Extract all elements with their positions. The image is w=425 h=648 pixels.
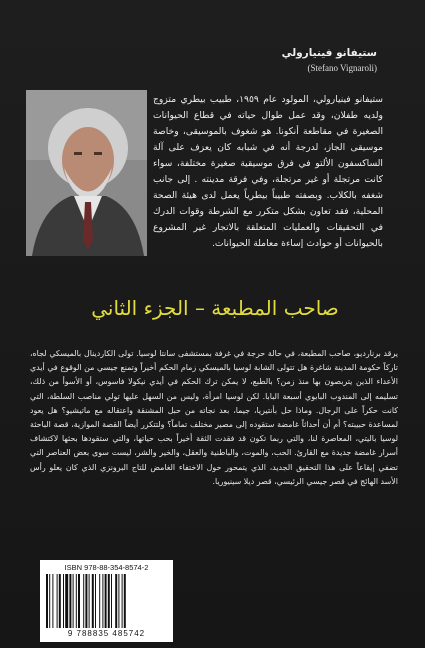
author-bio: ستيفانو فينيارولي، المولود عام ١٩٥٩، طبيب بيطري متزوج ولديه طفلان، وقد عمل طوال حياته في قطاع الحيوانات الصغيرة في مقاطعة أنكونا. هو شغوف بالموسيقى، وخاصة موسيقى الجاز، لدرجة أنه في شبابه كان يعزف على آلة الساكسفون الألتو في فرق موسيقية صغيرة مختلفة، سواء كانت مرتجلة أو غير مرتجلة، وفي فرقة مدينته . إلى جانب شغفه بالكلاب. وبصفته طبيباً بيطرياً يعمل لدى هيئة الصحة المحلية، فقد تعاون بشكل متكرر مع الشرطة وقوات الدرك في التحقيقات والعمليات المتعلقة بالاتجار غير المشروع بالحيوانات أو حوادث إساءة معاملة الحيوانات. (153, 94, 383, 249)
isbn-digits: 9 788835 485742 (67, 629, 146, 638)
barcode-bars (46, 574, 167, 628)
isbn-barcode (40, 560, 173, 642)
author-name-latin: (Stefano Vignaroli) (307, 63, 377, 73)
isbn-label: ISBN 978-88-354-8574-2 (64, 563, 149, 572)
book-title: صاحب المطبعة – الجزء الثاني (91, 296, 339, 320)
author-photo (26, 90, 147, 256)
book-synopsis: يرقد برنارديو، صاحب المطبعة، في حالة حرجة في غرفة بمستشفى سانتا لوسيا. تولى الكاردينال بالميسكي لجاه، تاركاً حكومة المدينة شاغرة هل تتولى الشابة لوسيا بالميسكي زمام الحكم أخيراً وتمنع جيسي من الوقوع في أيدي الأعداء الذين يتربصون بها منذ زمن؟ بالطبع، لا يمكن ترك الحكم في أيدي نيكولا فاسوس، أو الأسوأ من ذلك، تسليمه إلى المندوب البابوي أسبعة البابا. لكن لوسيا امرأة، وليس من السهل عليها تولي مناصب السلطة، التي كانت حكراً على الرجال. وماذا حل بأنتيريا، جيما، بعد نجاته من حبل المشنقة واعتقاله مع ماتيشيو؟ هل يعود لمساعدة حبيبته؟ أم أن أحداثاً غامضة ستقوده إلى مصير مختلف تماماً؟ ولتتكرر أيضاً القصة الموازية، قصة الباحثة لوسيا باليتي، المعاصرة لنا، والتي ربما تكون قد فقدت الثقة أخيراً بحب حياتها، والتي ستقودها بحثها لاكتشاف أسرار غامضة جديدة مع القارئ. الحب، والموت، والباطنية والعقل، والخير والشر، ليست سوى بعض العناصر التي تضفي إيقاعاً على هذا التحقيق الجديد، الذي يتمحور حول الاختفاء الغامض للتاج البرونزي الذي كان يعلو رأس الأسد الهائج في قصر جيسي الرئيسي، قصر ديلا سينيوريا. (30, 349, 398, 486)
author-name-arabic: ستيفانو فينيارولي (281, 47, 377, 59)
